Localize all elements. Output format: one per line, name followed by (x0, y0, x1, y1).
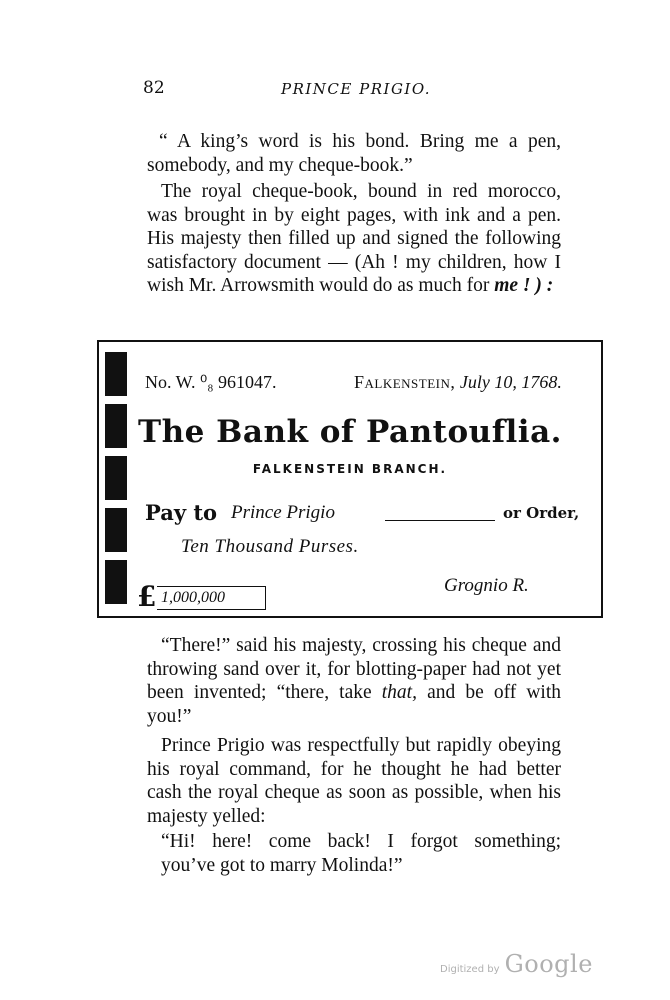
amount-in-words: Ten Thousand Purses. (181, 536, 359, 557)
cheque-place-date (354, 372, 562, 393)
cheque-illustration (97, 340, 603, 618)
paragraph-4 (147, 734, 561, 828)
pound-sign: £ (137, 580, 157, 613)
paragraph-2-emphasis: me ! ) : (494, 275, 554, 297)
cheque-date: July 10, 1768. (459, 372, 562, 392)
digitized-watermark (440, 950, 593, 978)
paragraph-2 (147, 180, 561, 298)
or-order-label: or Order, (503, 504, 580, 522)
bank-branch: FALKENSTEIN BRANCH. (252, 462, 448, 476)
paragraph-3-emphasis: that, (381, 682, 417, 704)
cheque-place: Falkenstein, (354, 372, 456, 392)
page-header (143, 78, 563, 104)
paragraph-2-text: The royal cheque-book, bound in red morocco, was brought in by eight pages, with ink and a pen. His majesty then filled up and signed the following satisfactory document — (Ah ! my children, how I wish Mr. Arrowsmith would do as much for (147, 181, 561, 297)
google-logo: Google (504, 950, 593, 978)
ornament-border-icon (103, 348, 129, 610)
paragraph-3-text-b: and be off with you!” (147, 682, 561, 727)
paragraph-5-line-2: you’ve got to marry Molinda!” (161, 854, 403, 876)
paragraph-3 (147, 634, 561, 728)
page-number: 82 (143, 78, 165, 98)
amount-figures: 1,000,000 (157, 586, 266, 610)
paragraph-3-text-a: “There!” said his majesty, crossing his cheque and throwing sand over it, for blotting-paper had not yet been invented; “there, take (147, 635, 561, 704)
paragraph-1-line-2: somebody, and my cheque-book.” (147, 154, 413, 176)
paragraph-1-line-1: “ A king’s word is his bond. Bring me a pen, (159, 131, 561, 152)
paragraph-5 (147, 830, 561, 877)
paragraph-4-text: Prince Prigio was respectfully but rapidly obeying his royal command, for he thought he had better cash the royal cheque as soon as possible, when his majesty yelled: (147, 735, 561, 827)
digitized-by-text: Digitized by (440, 964, 500, 975)
paragraph-1 (147, 130, 561, 177)
payee-rule (385, 520, 495, 521)
payee-name: Prince Prigio (231, 502, 335, 523)
signature: Grognio R. (444, 575, 529, 596)
bank-name: The Bank of Pantouflia. (138, 414, 562, 450)
pay-to-label: Pay to (145, 500, 218, 525)
cheque-number: No. W. ⁰₈ 961047. (145, 372, 277, 392)
running-title: PRINCE PRIGIO. (281, 80, 432, 98)
paragraph-5-line-1: “Hi! here! come back! I forgot something; (161, 831, 561, 852)
